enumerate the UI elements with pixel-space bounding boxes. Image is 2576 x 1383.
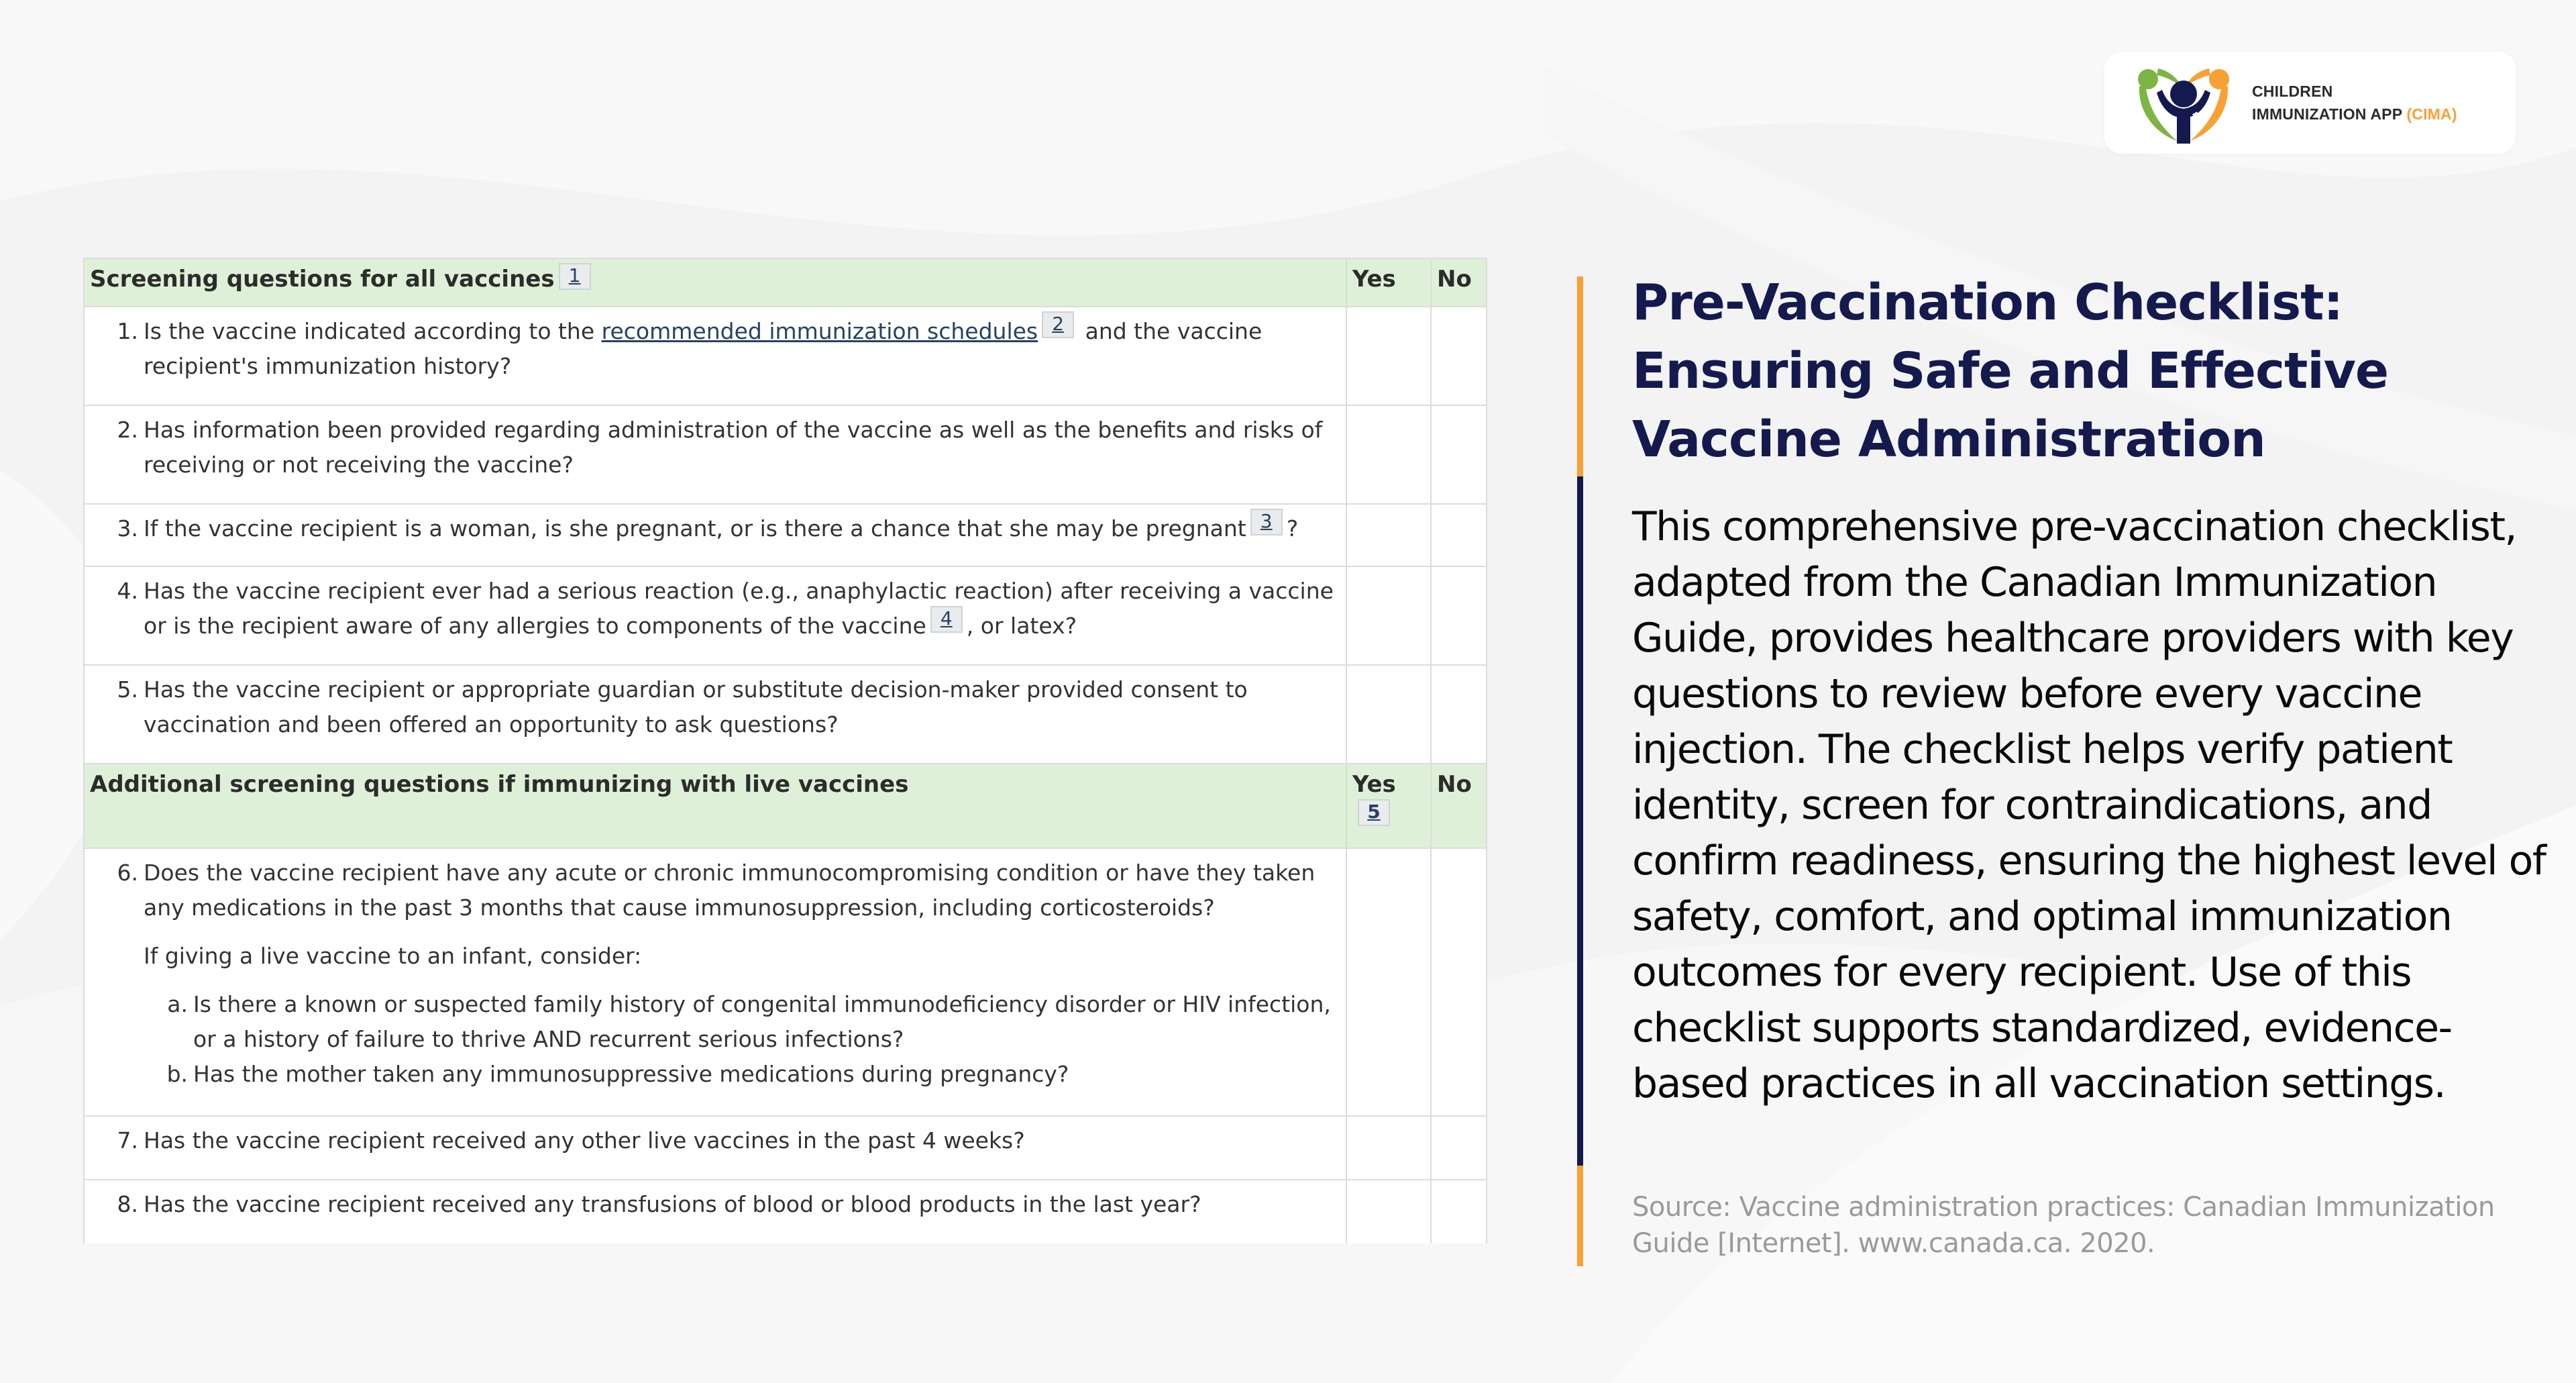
source-citation: Source: Vaccine administration practices: Canadian Immunization Guide [Internet]. www.canada.ca. 2020. [1632,1192,2495,1259]
footnote-link-5[interactable]: 5 [1358,799,1390,826]
no-checkbox-cell[interactable] [1431,405,1487,504]
question-text: Has the vaccine recipient received any other live vaccines in the past 4 weeks? [144,1127,1025,1154]
sub-question: b. Has the mother taken any immunosuppressive medications during pregnancy? [166,1061,1069,1087]
no-checkbox-cell[interactable] [1431,504,1487,566]
yes-checkbox-cell[interactable] [1346,848,1431,1116]
yes-checkbox-cell[interactable] [1346,307,1431,405]
sub-question-list [90,987,1340,1092]
question-text: Has the vaccine recipient ever had a serious reaction (e.g., anaphylactic reaction) after receiving a vaccine or is the recipient aware of any allergies to components of the vaccine 4 , or latex? [144,578,1334,639]
no-checkbox-cell[interactable] [1431,1180,1487,1243]
question-cell [84,665,1346,764]
yes-column-header: Yes [1346,258,1431,307]
footnote-link-4[interactable]: 4 [930,606,963,633]
table-row [84,1116,1487,1180]
section-title: Additional screening questions if immunizing with live vaccines [84,764,1346,848]
sub-question-intro: If giving a live vaccine to an infant, consider: [144,943,642,969]
yes-checkbox-cell[interactable] [1346,1180,1431,1243]
screening-checklist-table [83,258,1487,1243]
question-text: Has the vaccine recipient received any transfusions of blood or blood products in the last year? [144,1191,1201,1217]
question-number: 4. [117,578,138,604]
table-row [84,566,1487,665]
question-number: 7. [117,1127,138,1154]
question-number: 1. [117,318,138,344]
yes-checkbox-cell[interactable] [1346,1116,1431,1180]
app-abbreviation: (CIMA) [2406,105,2457,123]
section-header-all-vaccines [84,258,1487,307]
no-checkbox-cell[interactable] [1431,1116,1487,1180]
question-cell [84,504,1346,566]
question-text: Has the vaccine recipient or appropriate guardian or substitute decision-maker provided consent to vaccination and been offered an opportunity to ask questions? [144,676,1248,737]
question-cell [84,1116,1346,1180]
app-name [2252,80,2457,125]
table-row [84,848,1487,1116]
accent-bar-bottom [1577,1166,1583,1266]
footnote-link-3[interactable]: 3 [1250,509,1283,535]
question-text: Is the vaccine indicated according to the recommended immunization schedules 2 and the vaccine recipient's immunization history? [144,313,1263,379]
table-row [84,504,1487,566]
question-cell [84,566,1346,665]
accent-bar-middle [1577,476,1583,1166]
question-text: Has information been provided regarding administration of the vaccine as well as the benefits and risks of receiving or not receiving the vaccine? [144,417,1323,478]
no-checkbox-cell[interactable] [1431,566,1487,665]
yes-checkbox-cell[interactable] [1346,665,1431,764]
yes-checkbox-cell[interactable] [1346,566,1431,665]
no-checkbox-cell[interactable] [1431,307,1487,405]
section-header-live-vaccines [84,764,1487,848]
table-row [84,405,1487,504]
logo-card [2104,52,2516,154]
app-name-line2: IMMUNIZATION APP (CIMA) [2252,105,2457,123]
no-checkbox-cell[interactable] [1431,848,1487,1116]
question-number: 3. [117,515,138,542]
table-row [84,665,1487,764]
accent-bar-top [1577,276,1583,476]
table-row [84,1180,1487,1243]
description-paragraph: This comprehensive pre-vaccination checklist, adapted from the Canadian Immunization Guide, provides healthcare providers with key questions to review before every vaccine injection. The checklist helps verify patient identity, screen for contraindications, and confirm readiness, ensuring the highest level of safety, comfort, and optimal immunization outcomes for every recipient. Use of this checklist supports standardized, evidence-based practices in all vaccination settings. [1632,503,2546,1107]
sub-question: a. Is there a known or suspected family history of congenital immunodeficiency disorder or HIV infection, or a history of failure to thrive AND recurrent serious infections? [167,991,1331,1052]
question-cell [84,848,1346,1116]
question-number: 5. [117,676,138,703]
no-checkbox-cell[interactable] [1431,665,1487,764]
no-column-header: No [1431,258,1487,307]
yes-column-header: Yes 5 [1346,764,1431,848]
page-title: Pre-Vaccination Checklist: Ensuring Safe and Effective Vaccine Administration [1632,274,2389,468]
footnote-link-1[interactable]: 1 [559,263,591,290]
question-number: 6. [117,860,138,886]
question-cell [84,307,1346,405]
question-cell [84,1180,1346,1243]
footnote-link-2[interactable]: 2 [1042,311,1074,338]
cima-logo-icon [2123,59,2237,146]
question-text: Does the vaccine recipient have any acute or chronic immunocompromising condition or have they taken any medications in the past 3 months that cause immunosuppression, including corticosteroids? [144,860,1316,921]
yes-checkbox-cell[interactable] [1346,504,1431,566]
app-name-line1: CHILDREN [2252,83,2333,100]
table-row [84,307,1487,405]
question-number: 2. [117,417,138,443]
section-title: Screening questions for all vaccines 1 [84,258,1346,307]
question-cell [84,405,1346,504]
immunization-schedules-link[interactable]: recommended immunization schedules [601,318,1038,344]
yes-checkbox-cell[interactable] [1346,405,1431,504]
question-text: If the vaccine recipient is a woman, is she pregnant, or is there a chance that she may be pregnant 3 ? [144,510,1299,542]
question-number: 8. [117,1191,138,1217]
no-column-header: No [1431,764,1487,848]
